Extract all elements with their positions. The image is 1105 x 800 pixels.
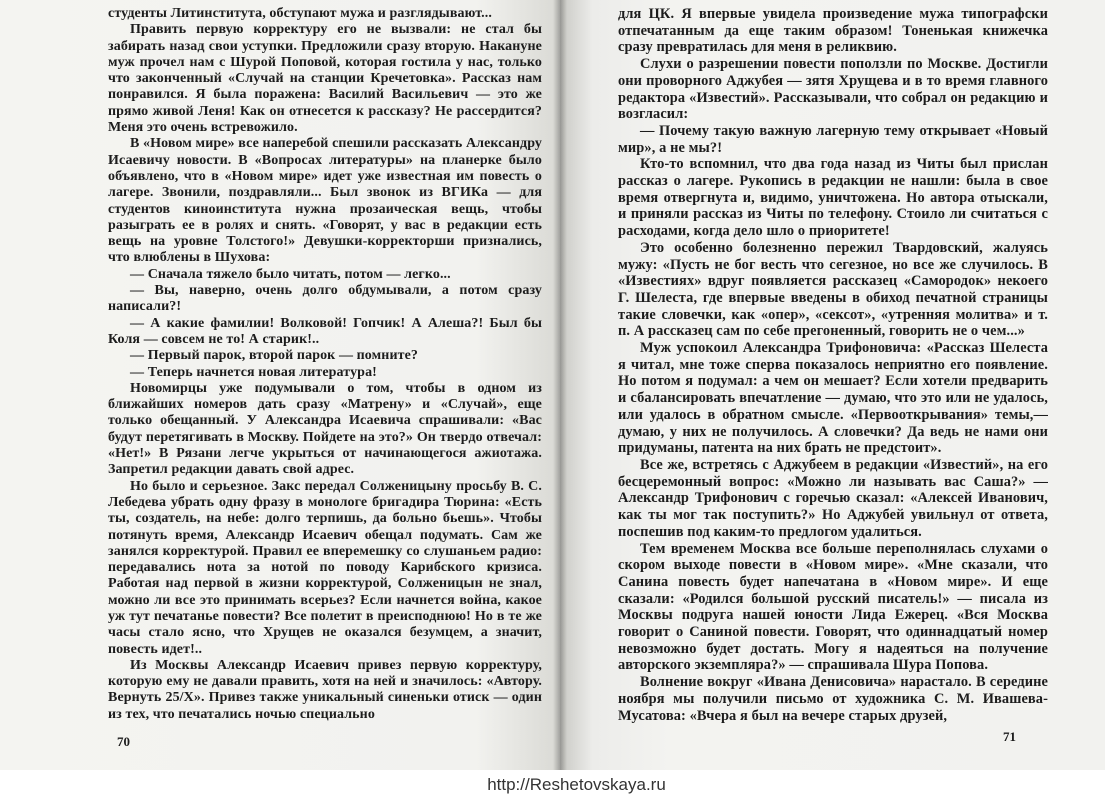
left-page-text: [108, 6, 542, 723]
left-page-paragraph: — Первый парок, второй парок — помните?: [130, 348, 419, 364]
left-page-paragraph: — Теперь начнется новая литература!: [130, 364, 377, 380]
left-page-paragraph: В «Новом мире» все наперебой спешили рассказать Александру Исаевичу новости. В «Вопросах литературы» на планерке было объявлено, что в «Новом мире» идет уже известная им повесть о лагере. Звонили, поздравляли... Был звонок из ВГИКа — для студентов киноинститута нужна прозаическая вещь, чтобы разыграть ее в ролях и снять. «Говорят, у вас в редакции есть вещь на уровне Толстого!» Девушки-корректорши признались, что влюблены в Шухова:: [108, 136, 542, 266]
right-page-paragraph: Слухи о разрешении повести поползли по Москве. Достигли они проворного Аджубея — зятя Хрущева и в то время главного редактора «Известий». Рассказывали, что собрал он редакцию и возгласил:: [618, 56, 1048, 123]
left-page-paragraph: Но было и серьезное. Закс передал Солженицыну просьбу В. С. Лебедева убрать одну фразу в монологе бригадира Тюрина: «Есть ты, создатель, на небе: долго терпишь, да больно бьешь». Чтобы потянуть время, Александр Исаевич обещал подумать. Сам же занялся корректурой. Правил ее вперемешку со слушаньем радио: передавались нота за нотой по поводу Карибского кризиса. Работая над первой в жизни корректурой, Солженицын не знал, можно ли все это принимать всерьез? Если начнется война, какое уж тут печатанье повести? Все полетит в преисподнюю! Но в те же часы стало ясно, что Хрущев не оказался безумцем, а значит, повесть идет!..: [108, 478, 542, 657]
right-page-number: 71: [1003, 729, 1016, 744]
right-page-paragraph: Все же, встретясь с Аджубеем в редакции «Известий», на его бесцеремонный вопрос: «Можно ли называть вас Саша?» — Александр Трифонович с горечью сказал: «Алексей Иванович, как ты мог так поступить?» Но Аджубей увильнул от ответа, поспешив под каким-то предлогом удалиться.: [618, 456, 1048, 540]
right-page-paragraph: Кто-то вспомнил, что два года назад из Читы был прислан рассказ о лагере. Рукопись в редакции не нашли: была в свое время отвергнута и, видимо, уничтожена. Но автора отыскали, и приняли рассказ из Читы по телефону. Стоило ли считаться с расходами, когда дело шло о приоритете!: [618, 156, 1048, 240]
right-page-text: [618, 6, 1048, 724]
right-page-paragraph: Волнение вокруг «Ивана Денисовича» нарастало. В середине ноября мы получили письмо от художника С. М. Ивашева-Мусатова: «Вчера я был на вечере старых друзей,: [618, 674, 1048, 724]
left-page-paragraph: — А какие фамилии! Волковой! Гопчик! А Алеша?! Был бы Коля — совсем не то! А старик!..: [108, 315, 542, 347]
source-url-text: http://Reshetovskaya.ru: [487, 775, 666, 794]
right-page-paragraph: — Почему такую важную лагерную тему открывает «Новый мир», а не мы?!: [618, 122, 1048, 156]
left-page-paragraph: студенты Литинститута, обступают мужа и разглядывают...: [108, 6, 492, 21]
right-page-paragraph: для ЦК. Я впервые увидела произведение мужа типографски отпечатанным да еще таким образом! Тоненькая книжечка сразу превратилась для меня в реликвию.: [618, 6, 1048, 56]
right-page-paragraph: Муж успокоил Александра Трифоновича: «Рассказ Шелеста я читал, мне тоже сперва показалось неприятно его появление. Но потом я подумал: а чем он мешает? Если хотели предварить и сбалансировать впечатление — думаю, что это или не удалось, или удалось в обратном смысле. «Первооткрывания» темы,— думаю, у них не получилось. А словечки? Да ведь не нами они придуманы, патента на них брать не предстоит».: [618, 340, 1048, 457]
footer-source-url: [0, 770, 1105, 800]
left-page-paragraph: — Вы, наверно, очень долго обдумывали, а потом сразу написали?!: [108, 283, 542, 315]
left-page-paragraph: — Сначала тяжело было читать, потом — легко...: [130, 266, 451, 282]
left-page-number: 70: [117, 734, 130, 749]
left-page-paragraph: Из Москвы Александр Исаевич привез первую корректуру, которую ему не давали править, хотя на ней и значилось: «Автору. Вернуть 25/X». Привез также уникальный синеньки отиск — один из тех, что печатались ночью специально: [108, 657, 542, 722]
left-page-paragraph: Новомирцы уже подумывали о том, чтобы в одном из ближайших номеров дать сразу «Матрену» и «Случай», еще только обещанный. У Александра Исаевича спрашивали: «Вас будут перетягивать в Москву. Пойдете на это?» Он твердо отвечал: «Нет!» В Рязани легче укрыться от начинающегося ажиотажа. Запретил редакции давать свой адрес.: [108, 380, 542, 478]
left-page-paragraph: Править первую корректуру его не вызвали: не стал бы забирать назад свои уступки. Предложили сразу вторую. Накануне муж прочел нам с Шурой Поповой, которая гостила у нас, только что законченный «Случай на станции Кречетовка». Рассказ нам понравился. Я была поражена: Василий Васильевич — это же прямо живой Леня! Как он отнесется к рассказу? Не рассердится? Меня это очень встревожило.: [108, 22, 542, 136]
right-page-paragraph: Это особенно болезненно пережил Твардовский, жалуясь мужу: «Пусть не бог весть что сегезное, но все же случилось. В «Известиях» вдруг появляется рассказец «Самородок» некоего Г. Шелеста, где впервые введены в обиход печатной страницы такие словечки, как «опер», «сексот», «утренняя молитва» и т. п. А рассказец сам по себе прегоненный, говорить не о чем...»: [618, 239, 1048, 340]
book-gutter: [553, 0, 567, 770]
right-page-paragraph: Тем временем Москва все больше переполнялась слухами о скором выходе повести в «Новом мире». «Мне сказали, что Санина повесть будет напечатана в «Новом мире». И еще сказали: «Родился большой русский писатель!» — писала из Москвы подруга нашей юности Лида Ежерец. «Вся Москва говорит о Саниной повести. Говорят, что одиннадцатый номер невозможно будет достать. Могу я надеяться на получение авторского экземпляра?» — спрашивала Шура Попова.: [618, 540, 1048, 674]
